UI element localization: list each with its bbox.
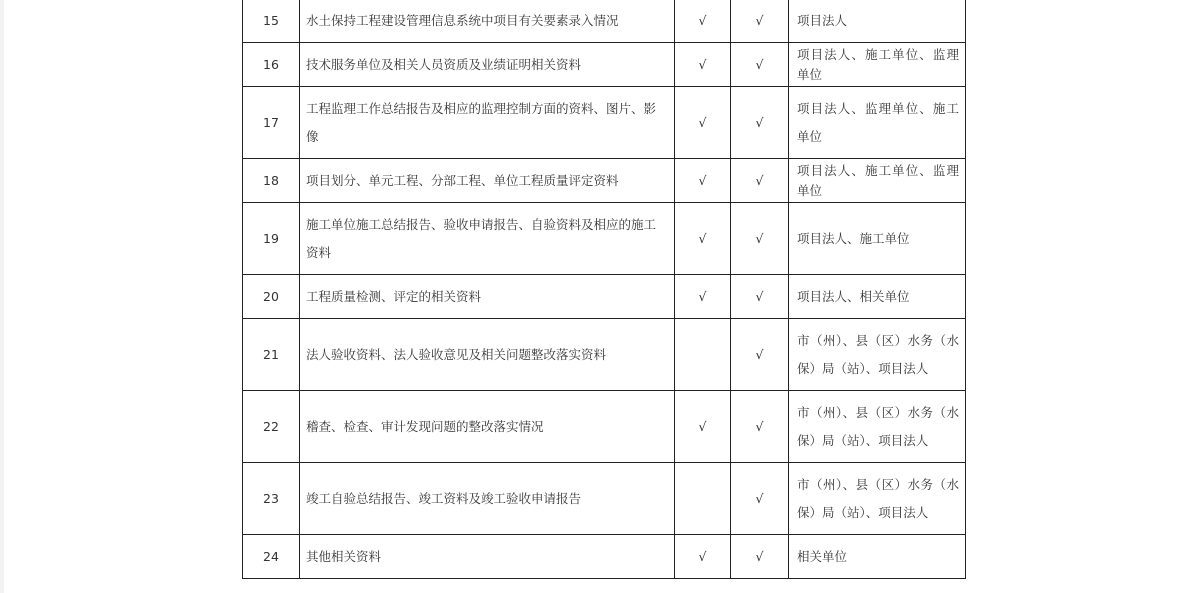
material-content: 施工单位施工总结报告、验收申请报告、自验资料及相应的施工资料 xyxy=(300,203,675,275)
row-number: 19 xyxy=(243,203,300,275)
table-row xyxy=(243,87,966,159)
check-mark-b: √ xyxy=(731,43,789,87)
material-content: 工程监理工作总结报告及相应的监理控制方面的资料、图片、影像 xyxy=(300,87,675,159)
row-number: 15 xyxy=(243,0,300,43)
check-mark-b: √ xyxy=(731,391,789,463)
table-row xyxy=(243,319,966,391)
material-content: 稽查、检查、审计发现问题的整改落实情况 xyxy=(300,391,675,463)
check-mark-b: √ xyxy=(731,535,789,579)
table-row xyxy=(243,203,966,275)
responsible-party: 项目法人、相关单位 xyxy=(789,275,966,319)
check-mark-b: √ xyxy=(731,159,789,203)
check-mark-b: √ xyxy=(731,275,789,319)
check-mark-a: √ xyxy=(675,87,731,159)
check-mark-a xyxy=(675,463,731,535)
responsible-party: 项目法人 xyxy=(789,0,966,43)
check-mark-a: √ xyxy=(675,391,731,463)
check-mark-a: √ xyxy=(675,43,731,87)
check-mark-b: √ xyxy=(731,87,789,159)
responsible-party: 项目法人、施工单位、监理单位 xyxy=(789,43,966,87)
responsible-party: 相关单位 xyxy=(789,535,966,579)
row-number: 22 xyxy=(243,391,300,463)
check-mark-a: √ xyxy=(675,275,731,319)
row-number: 16 xyxy=(243,43,300,87)
check-mark-b: √ xyxy=(731,463,789,535)
responsible-party: 项目法人、施工单位 xyxy=(789,203,966,275)
table-row xyxy=(243,43,966,87)
material-content: 项目划分、单元工程、分部工程、单位工程质量评定资料 xyxy=(300,159,675,203)
document-table xyxy=(242,0,966,579)
document-table-container xyxy=(242,0,966,579)
check-mark-a: √ xyxy=(675,0,731,43)
row-number: 18 xyxy=(243,159,300,203)
responsible-party: 项目法人、施工单位、监理单位 xyxy=(789,159,966,203)
check-mark-a xyxy=(675,319,731,391)
check-mark-b: √ xyxy=(731,0,789,43)
row-number: 20 xyxy=(243,275,300,319)
check-mark-b: √ xyxy=(731,319,789,391)
row-number: 24 xyxy=(243,535,300,579)
responsible-party: 市（州）、县（区）水务（水保）局（站）、项目法人 xyxy=(789,391,966,463)
responsible-party: 市（州）、县（区）水务（水保）局（站）、项目法人 xyxy=(789,319,966,391)
check-mark-b: √ xyxy=(731,203,789,275)
left-page-edge xyxy=(0,0,4,593)
responsible-party: 项目法人、监理单位、施工单位 xyxy=(789,87,966,159)
row-number: 17 xyxy=(243,87,300,159)
table-row xyxy=(243,159,966,203)
material-content: 水土保持工程建设管理信息系统中项目有关要素录入情况 xyxy=(300,0,675,43)
material-content: 技术服务单位及相关人员资质及业绩证明相关资料 xyxy=(300,43,675,87)
material-content: 竣工自验总结报告、竣工资料及竣工验收申请报告 xyxy=(300,463,675,535)
table-row xyxy=(243,391,966,463)
table-row xyxy=(243,535,966,579)
responsible-party: 市（州）、县（区）水务（水保）局（站）、项目法人 xyxy=(789,463,966,535)
table-row xyxy=(243,275,966,319)
check-mark-a: √ xyxy=(675,535,731,579)
material-content: 工程质量检测、评定的相关资料 xyxy=(300,275,675,319)
material-content: 其他相关资料 xyxy=(300,535,675,579)
table-row xyxy=(243,0,966,43)
row-number: 23 xyxy=(243,463,300,535)
material-content: 法人验收资料、法人验收意见及相关问题整改落实资料 xyxy=(300,319,675,391)
check-mark-a: √ xyxy=(675,159,731,203)
row-number: 21 xyxy=(243,319,300,391)
table-row xyxy=(243,463,966,535)
check-mark-a: √ xyxy=(675,203,731,275)
